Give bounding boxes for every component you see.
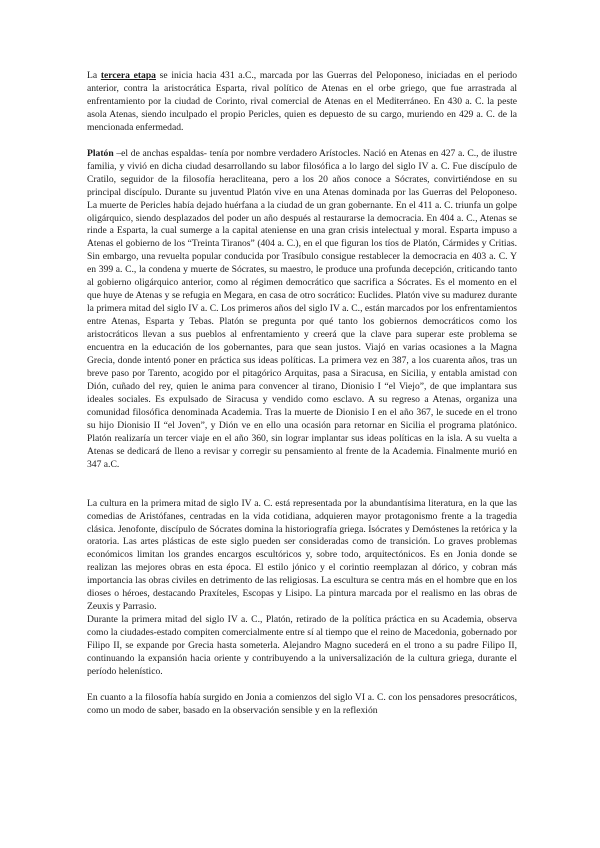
lead-term-tercera-etapa: tercera etapa (100, 70, 156, 81)
paragraph-platon (87, 148, 517, 472)
paragraph-text: Durante la primera mitad del siglo IV a. C., Platón, retirado de la política práctica en su Academia, observa como la ciudades-estado compiten comercialmente entre sí al tiempo que el reino de Macedonia, gobernado por Filipo II, se expande por Grecia hasta someterla. Alejandro Magno sucederá en el trono a su padre Filipo II, continuando la expansión hacia oriente y contribuyendo a la universalización de la cultura griega, durante el período helenístico. (87, 614, 517, 677)
lead-term-platon: Platón (87, 147, 114, 159)
paragraph-text: En cuanto a la filosofía había surgido en Jonia a comienzos del siglo VI a. C. con los pensadores presocráticos, como un modo de saber, basado en la observación sensible y en la reflexión (87, 691, 517, 716)
document-page (87, 70, 517, 718)
spacer (87, 485, 517, 498)
paragraph-text: La cultura en la primera mitad de siglo IV a. C. está representada por la abundantísima literatura, en la que las comedias de Aristófanes, centradas en la vida cotidiana, adquieren mayor protagonismo frente a la tragedia clásica. Jenofonte, discípulo de Sócrates domina la historiografía griega. Isócrates y Demóstenes la retórica y la oratoria. Las artes plásticas de este siglo pueden ser consideradas como de transición. Lo graves problemas económicos limitan los grandes encargos escultóricos y, sobre todo, arquitectónicos. Es en Jonia donde se realizan las mejores obras en esta época. El estilo jónico y el corintio reemplazan al dórico, y cobran más importancia las obras civiles en detrimento de las religiosas. La escultura se centra más en el hombre que en los dioses o héroes, destacando Praxíteles, Escopas y Lisipo. La pintura marcada por el realismo en las obras de Zeuxis y Parrasio. (87, 497, 517, 613)
spacer (87, 135, 517, 148)
paragraph-tercera-etapa (87, 70, 517, 135)
paragraph-filosofia (87, 692, 517, 718)
spacer (87, 679, 517, 692)
paragraph-primera-mitad (87, 614, 517, 679)
lead-pre: La (87, 70, 101, 81)
paragraph-text: –el de anchas espaldas- tenía por nombre verdadero Arístocles. Nació en Atenas en 427 a. C., de ilustre familia, y vivió en dicha ciudad desarrollando su labor filosófica a lo largo del siglo IV a. C. Fue discípulo de Cratilo, seguidor de la filosofía heracliteana, pero a los 20 años conoce a Sócrates, convirtiéndose en su principal discípulo. Durante su juventud Platón vive en una Atenas dominada por las Guerras del Peloponeso. La muerte de Pericles había dejado huérfana a la ciudad de un gran gobernante. En el 411 a. C. triunfa un golpe oligárquico, siendo desplazados del poder un año después al restaurarse la democracia. En 404 a. C., Atenas se rinde a Esparta, la cual sumerge a la capital ateniense en una gran crisis intelectual y moral. Esparta impuso a Atenas el gobierno de los “Treinta Tiranos” (404 a. C.), en el que figuran los tíos de Platón, Cármides y Critias. Sin embargo, una revuelta popular conducida por Trasíbulo consigue restablecer la democracia en 403 a. C. Y en 399 a. C., la condena y muerte de Sócrates, su maestro, le produce una profunda decepción, criticando tanto al gobierno oligárquico anterior, como al régimen democrático que sacrifica a Sócrates. Es el momento en el que huye de Atenas y se refugia en Megara, en casa de otro socrático: Euclides. Platón vive su madurez durante la primera mitad del siglo IV a. C. Los primeros años del siglo IV a. C., están marcados por los enfrentamientos entre Atenas, Esparta y Tebas. Platón se pregunta por qué tanto los gobiernos democráticos como los aristocráticos llevan a sus pueblos al enfrentamiento y creerá que la clave para superar este problema se encuentra en la educación de los gobernantes, para que sean justos. Viajó en varias ocasiones a la Magna Grecia, donde intentó poner en práctica sus ideas políticas. La primera vez en 387, a los cuarenta años, tras un breve paso por Tarento, acogido por el pitagórico Arquitas, pasa a Siracusa, en Sicilia, y entabla amistad con Dión, cuñado del rey, quien le anima para convencer al tirano, Dionisio I “el Viejo”, de que implantara sus ideales sociales. Es expulsado de Siracusa y vendido como esclavo. A su regreso a Atenas, organiza una comunidad filosófica denominada Academia. Tras la muerte de Dionisio I en el año 367, le sucede en el trono su hijo Dionisio II “el Joven”, y Dión ve en ello una ocasión para retornar en Sicilia el programa platónico. Platón realizaría un tercer viaje en el año 360, sin lograr implantar sus ideas políticas en la isla. A su vuelta a Atenas se dedicará de lleno a revisar y corregir su pensamiento al frente de la Academia. Finalmente murió en 347 a.C. (87, 147, 517, 470)
spacer (87, 472, 517, 485)
paragraph-text: se inicia hacia 431 a.C., marcada por las Guerras del Peloponeso, iniciadas en el periodo anterior, contra la aristocrática Esparta, rival político de Atenas en el orbe griego, que fue arrastrada al enfrentamiento por la ciudad de Corinto, rival comercial de Atenas en el Mediterráneo. En 430 a. C. la peste asola Atenas, siendo inculpado el propio Pericles, quien es depuesto de su cargo, muriendo en 429 a. C. de la mencionada enfermedad. (87, 70, 517, 133)
paragraph-cultura (87, 498, 517, 615)
